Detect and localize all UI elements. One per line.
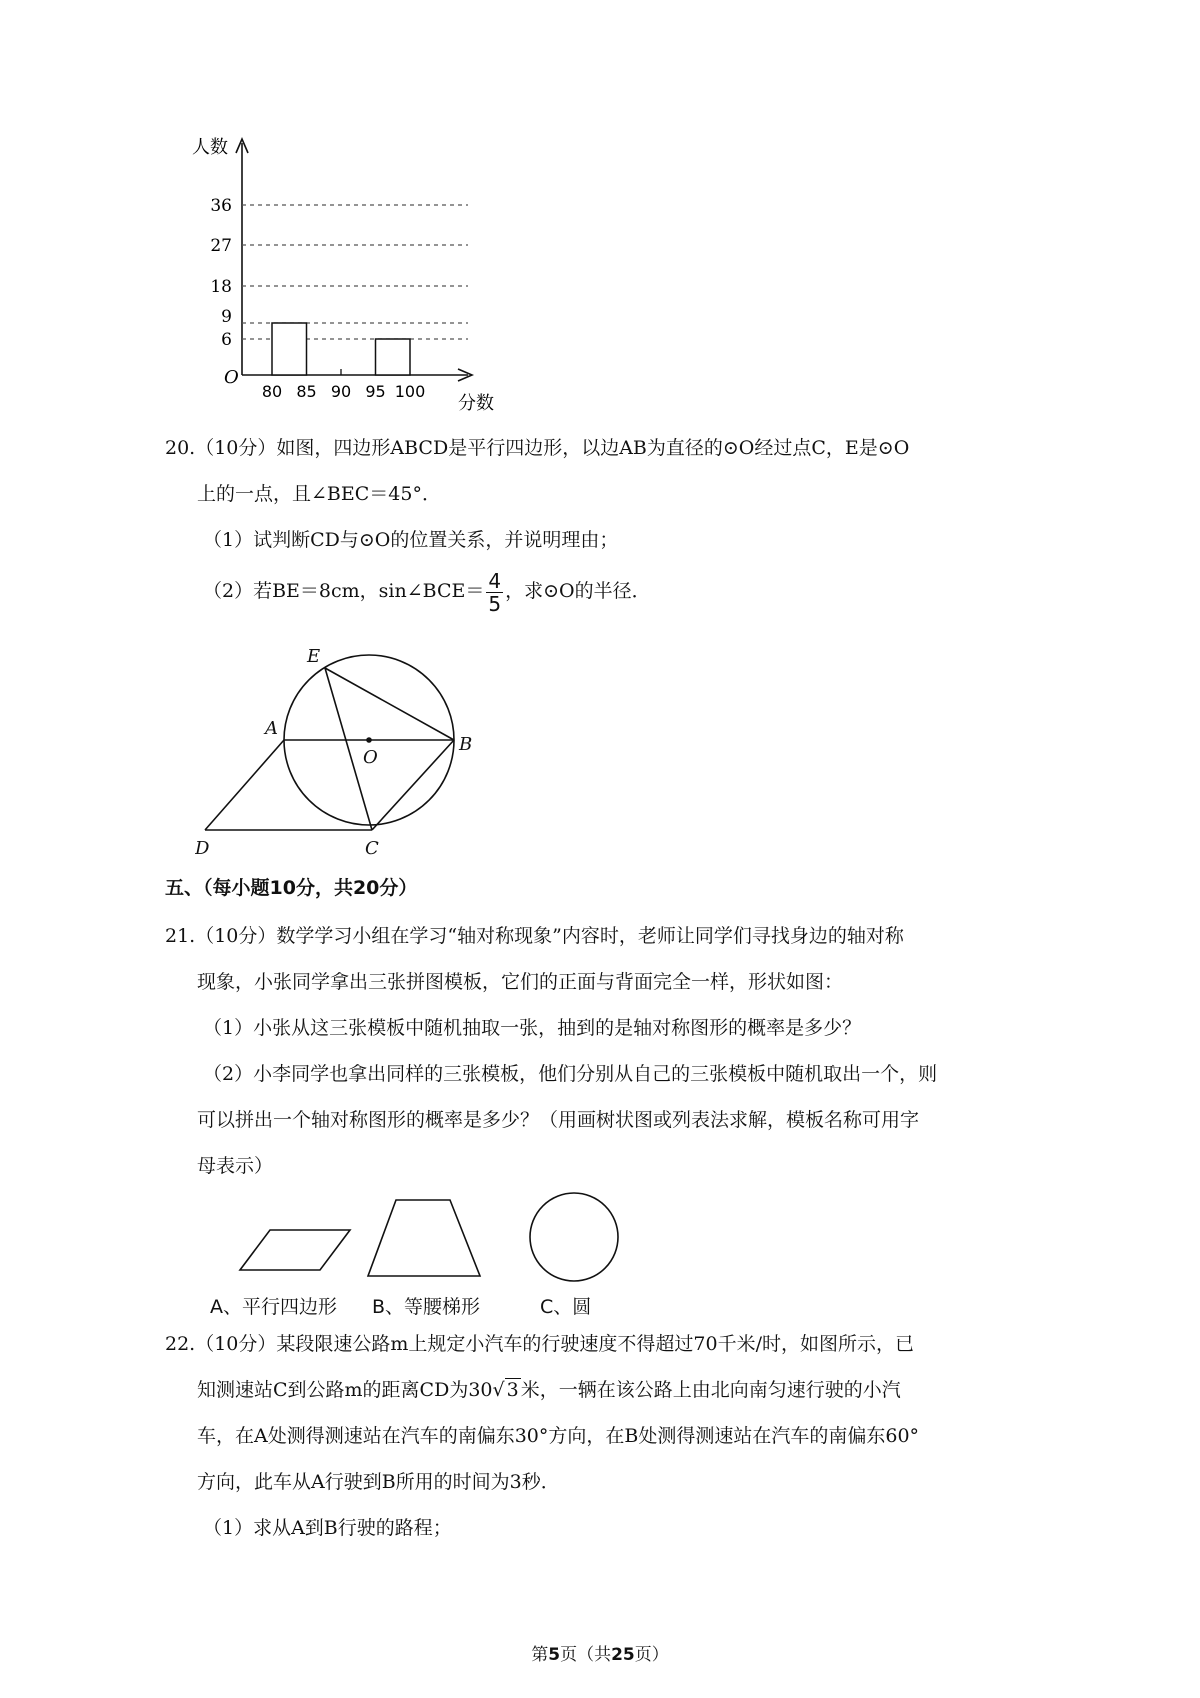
q20-sub-2-part-a: （2）若BE＝8cm，sin∠BCE＝ (203, 580, 485, 602)
circle-shape (530, 1193, 618, 1281)
footer-suffix: 页） (634, 1645, 669, 1665)
q22-line-2-part-a: 知测速站C到公路m的距离CD为30 (197, 1379, 493, 1401)
label-c: C (365, 838, 379, 858)
histogram-gridlines (242, 205, 468, 339)
shape-label-a: A、平行四边形 (210, 1296, 337, 1318)
q22-sub-1: （1）求从A到B行驶的路程； (203, 1517, 452, 1539)
q21-line-2: 现象，小张同学拿出三张拼图模板，它们的正面与背面完全一样，形状如图： (197, 971, 844, 993)
y-tick-label-18: 18 (210, 277, 232, 297)
q22-line-2: 知测速站C到公路m的距离CD为30√ 3 米，一辆在该公路上由北向南匀速行驶的小汽 (197, 1379, 901, 1401)
bar-95-100 (376, 339, 411, 375)
segment-eb (325, 668, 454, 740)
origin-label: O (224, 367, 239, 388)
q21-line-1: 21.（10分）数学学习小组在学习“轴对称现象”内容时，老师让同学们寻找身边的轴对称 (165, 925, 904, 947)
segment-ad (205, 740, 284, 830)
histogram-x-tick-labels (262, 382, 425, 401)
sin-fraction (486, 570, 503, 615)
y-tick-label-36: 36 (210, 196, 232, 216)
x-tick-label-90: 90 (330, 382, 352, 401)
sqrt-radicand: 3 (506, 1379, 519, 1401)
x-tick-label-100: 100 (394, 382, 426, 401)
q22-line-2-part-b: 米，一辆在该公路上由北向南匀速行驶的小汽 (520, 1379, 901, 1401)
score-histogram (190, 125, 520, 430)
footer-page-number: 5 (548, 1645, 561, 1665)
q22-line-1: 22.（10分）某段限速公路m上规定小汽车的行驶速度不得超过70千米/时，如图所示，已 (165, 1333, 914, 1355)
histogram-y-tick-labels (210, 196, 232, 350)
shape-label-c: C、圆 (540, 1296, 592, 1318)
label-a: A (265, 718, 278, 739)
x-tick-label-85: 85 (296, 382, 317, 401)
x-tick-label-80: 80 (261, 382, 283, 401)
label-d: D (195, 838, 210, 858)
isosceles-trapezoid-shape (368, 1200, 480, 1276)
circle-parallelogram-diagram (195, 628, 525, 858)
q21-sub-2-line-3: 母表示） (197, 1155, 274, 1177)
footer-middle: 页（共 (560, 1645, 612, 1665)
section-5-title: 五、（每小题10分，共20分） (165, 877, 418, 899)
q20-sub-2-part-b: ，求⊙O的半径． (505, 580, 651, 602)
histogram-bars (272, 323, 410, 375)
q20-line-1: 20.（10分）如图，四边形ABCD是平行四边形，以边AB为直径的⊙O经过点C，E是⊙O (165, 437, 910, 459)
label-b: B (459, 734, 473, 755)
parallelogram-shape (240, 1230, 350, 1270)
q20-sub-2 (203, 566, 651, 616)
footer-prefix: 第 (531, 1645, 549, 1665)
q22-line-4: 方向，此车从A行驶到B所用的时间为3秒． (197, 1471, 560, 1493)
q20-sub-1: （1）试判断CD与⊙O的位置关系，并说明理由； (203, 529, 619, 551)
y-tick-label-6: 6 (221, 330, 232, 350)
bar-80-85 (272, 323, 307, 375)
label-e: E (307, 646, 321, 667)
shape-label-b: B、等腰梯形 (372, 1296, 481, 1318)
y-axis-label: 人数 (192, 137, 228, 158)
x-tick-label-95: 95 (365, 382, 386, 401)
y-tick-label-9: 9 (221, 307, 232, 327)
q22-line-3: 车，在A处测得测速站在汽车的南偏东30°方向，在B处测得测速站在汽车的南偏东60° (197, 1425, 920, 1447)
q20-line-2: 上的一点，且∠BEC＝45°． (197, 483, 441, 505)
y-tick-label-27: 27 (210, 236, 232, 256)
q21-sub-1: （1）小张从这三张模板中随机抽取一张，抽到的是轴对称图形的概率是多少？ (203, 1017, 862, 1039)
footer-total-pages: 25 (611, 1645, 635, 1665)
q21-sub-2-line-2: 可以拼出一个轴对称图形的概率是多少？（用画树状图或列表法求解，模板名称可用字 (197, 1109, 920, 1131)
page-footer (0, 1640, 1200, 1665)
x-axis-label: 分数 (458, 393, 494, 414)
fraction-denominator: 5 (488, 591, 502, 616)
label-o: O (363, 747, 378, 768)
fraction-numerator: 4 (488, 568, 502, 593)
center-dot (366, 737, 372, 743)
q21-sub-2-line-1: （2）小李同学也拿出同样的三张模板，他们分别从自己的三张模板中随机取出一个，则 (203, 1063, 938, 1085)
